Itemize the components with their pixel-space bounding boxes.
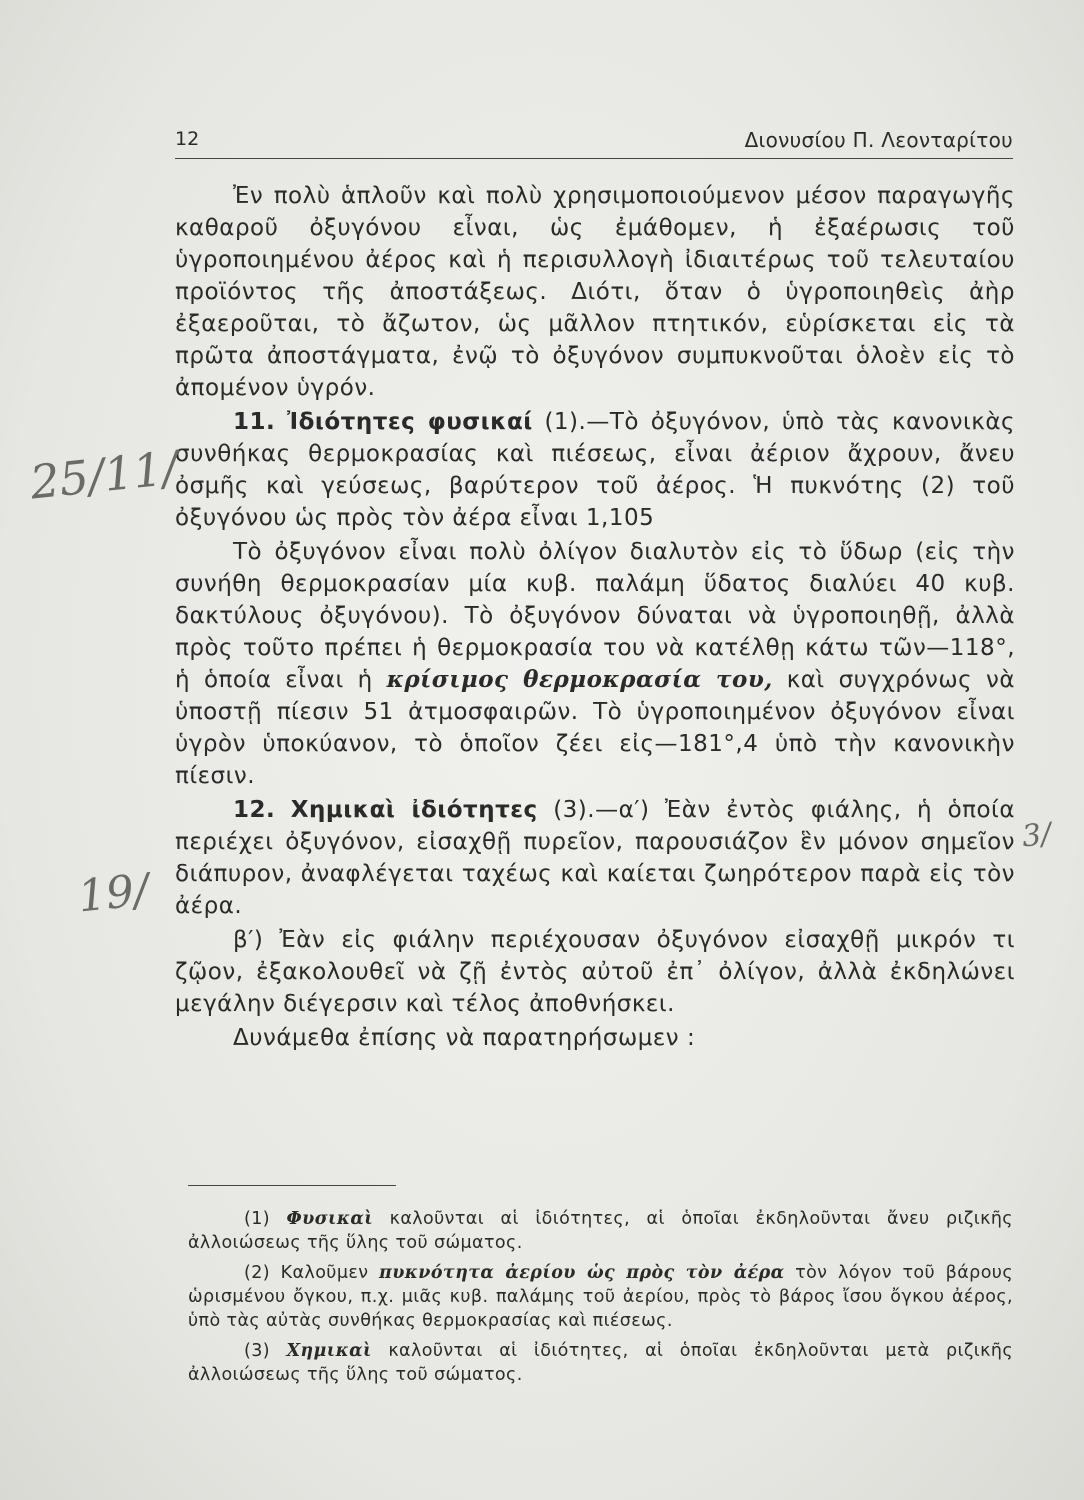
footnote-term: Φυσικαὶ bbox=[286, 1209, 374, 1229]
footnote-divider bbox=[188, 1185, 396, 1186]
paragraph-text: .—α′) Ἐὰν ἐντὸς φιάλης, ἡ ὁποία περιέχει ὀξυγόνον, εἰσαχθῇ πυρεῖον, παρουσιάζον ἓν μόνον σημεῖον διάπυρον, ἀναφλέγεται ταχέως καὶ καίεται ζωηρότερον παρὰ εἰς τὸν ἀέρα. bbox=[175, 797, 1015, 919]
footnote-term: πυκνότητα ἀερίου ὡς πρὸς τὸν ἀέρα bbox=[379, 1263, 785, 1283]
paragraph-physical-properties bbox=[175, 406, 1015, 534]
handwritten-margin-note: 3/ bbox=[1020, 816, 1053, 855]
body-text bbox=[175, 180, 1015, 1054]
running-title: Διονυσίου Π. Λεονταρίτου bbox=[744, 128, 1013, 152]
footnote-text: καλοῦνται αἱ ἰδιότητες, αἱ ὁποῖαι ἐκδηλοῦνται ἄνευ ριζικῆς ἀλλοιώσεως τῆς ὕλης τοῦ σώματος. bbox=[188, 1209, 1013, 1253]
paragraph-intro: Ἐν πολὺ ἁπλοῦν καὶ πολὺ χρησιμοποιούμενον μέσον παραγωγῆς καθαροῦ ὀξυγόνου εἶναι, ὡς ἐμάθομεν, ἡ ἐξαέρωσις τοῦ ὑγροποιημένου ἀέρος καὶ ἡ περισυλλογὴ ἰδιαιτέρως τοῦ τελευταίου προϊόντος τῆς ἀποστάξεως. Διότι, ὅταν ὁ ὑγροποιηθεὶς ἀὴρ ἐξαεροῦται, τὸ ἄζωτον, ὡς μᾶλλον πτητικόν, εὑρίσκεται εἰς τὰ πρῶτα ἀποστάγματα, ἐνῷ τὸ ὀξυγόνον συμπυκνοῦται ὁλοὲν εἰς τὸ ἀπομένον ὑγρόν. bbox=[175, 183, 1015, 401]
page-number: 12 bbox=[175, 128, 200, 150]
footnote-ref: (2) bbox=[920, 473, 956, 499]
section-heading: Ἰδιότητες φυσικαί bbox=[286, 409, 533, 435]
paragraph-text: Τὸ ὀξυγόνον εἶναι πολὺ ὀλίγον διαλυτὸν εἰς τὸ ὕδωρ (εἰς τὴν συνήθη θερμοκρασίαν μία κυβ. παλάμη ὕδατος διαλύει 40 κυβ. δακτύλους ὀξυγόνου). Τὸ ὀξυγόνον δύναται νὰ ὑγροποιηθῇ, ἀλλὰ πρὸς τοῦτο πρέπει ἡ θερμοκρασία του νὰ κατέλθῃ κάτω τῶν—118°, ἡ ὁποία εἶναι ἡ bbox=[175, 539, 1015, 693]
handwritten-margin-note: 25/11/ bbox=[27, 440, 181, 510]
footnote-text: καλοῦνται αἱ ἰδιότητες, αἱ ὁποῖαι ἐκδηλοῦνται μετὰ ριζικῆς ἀλλοιώσεως τῆς ὕλης τοῦ σώματος. bbox=[188, 1341, 1013, 1385]
paragraph-text: καὶ συγχρόνως νὰ ὑποστῇ πίεσιν 51 ἀτμοσφαιρῶν. Τὸ ὑγροποιημένον ὀξυγόνον εἶναι ὑγρὸν ὑποκύανον, τὸ ὁποῖον ζέει εἰς—181°,4 ὑπὸ τὴν κανονικὴν πίεσιν. bbox=[175, 667, 1016, 789]
footnote-mark: (3) bbox=[244, 1341, 270, 1361]
paragraph-observe: Δυνάμεθα ἐπίσης νὰ παρατηρήσωμεν : bbox=[233, 1025, 696, 1051]
handwritten-margin-note: 19/ bbox=[75, 864, 152, 923]
footnote-1 bbox=[188, 1207, 1013, 1255]
section-heading: Χημικαὶ ἰδιότητες bbox=[290, 797, 538, 823]
footnote-ref: (3) bbox=[553, 797, 588, 823]
footnote-mark: (2) bbox=[244, 1263, 270, 1283]
footnotes bbox=[188, 1207, 1013, 1393]
paragraph-text: τοῦ ὀξυγόνου ὡς πρὸς τὸν ἀέρα εἶναι 1,105 bbox=[175, 473, 1016, 531]
page-header bbox=[175, 122, 1013, 159]
paragraph-solubility bbox=[175, 536, 1015, 792]
footnote-text: Καλοῦμεν bbox=[280, 1263, 369, 1283]
paragraph-chemical-properties bbox=[175, 794, 1015, 922]
emphasis-term: κρίσιμος θερμοκρασία του, bbox=[386, 666, 773, 693]
footnote-3 bbox=[188, 1339, 1013, 1387]
section-number: 11. bbox=[233, 409, 276, 435]
footnote-ref: (1) bbox=[544, 409, 579, 435]
footnote-mark: (1) bbox=[244, 1209, 270, 1229]
footnote-2 bbox=[188, 1261, 1013, 1333]
section-number: 12. bbox=[233, 797, 276, 823]
footnote-term: Χημικαὶ bbox=[286, 1341, 372, 1361]
paragraph-text: .—Τὸ ὀξυγόνον, ὑπὸ τὰς κανονικὰς συνθήκας θερμοκρασίας καὶ πιέσεως, εἶναι ἀέριον ἄχρουν, ἄνευ ὀσμῆς καὶ γεύσεως, βαρύτερον τοῦ ἀέρος. Ἡ πυκνότης bbox=[175, 409, 1016, 499]
footnote-text: τὸν λόγον τοῦ βάρους ὡρισμένου ὄγκου, π.χ. μιᾶς κυβ. παλάμης τοῦ ἀερίου, πρὸς τὸ βάρος ἴσου ὄγκου ἀέρος, ὑπὸ τὰς αὐτὰς συνθήκας θερμοκρασίας καὶ πιέσεως. bbox=[188, 1263, 1013, 1331]
paragraph-animal: β′) Ἐὰν εἰς φιάλην περιέχουσαν ὀξυγόνον εἰσαχθῇ μικρόν τι ζῷον, ἐξακολουθεῖ νὰ ζῇ ἐντὸς αὐτοῦ ἐπ᾽ ὀλίγον, ἀλλὰ ἐκδηλώνει μεγάλην διέγερσιν καὶ τέλος ἀποθνήσκει. bbox=[175, 927, 1015, 1017]
